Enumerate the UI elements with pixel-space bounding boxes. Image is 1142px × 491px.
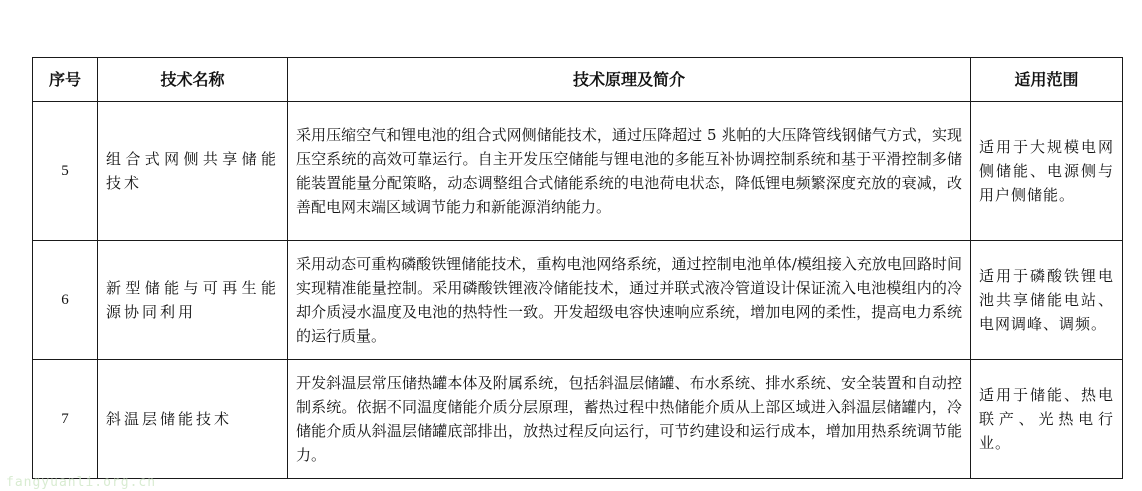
technology-name: 新型储能与可再生能源协同利用: [98, 241, 288, 360]
table-row: [33, 360, 1123, 479]
row-number: 6: [33, 241, 98, 360]
header-name: 技术名称: [98, 58, 288, 102]
technology-principle: 采用压缩空气和锂电池的组合式网侧储能技术，通过压降超过 5 兆帕的大压降管线钢储气方式，实现压空系统的高效可靠运行。自主开发压空储能与锂电池的多能互补协调控制系统和基于平滑控制多储能装置能量分配策略，动态调整组合式储能系统的电池荷电状态，降低锂电频繁深度充放的衰减，改善配电网末端区域调节能力和新能源消纳能力。: [288, 102, 971, 241]
header-no: 序号: [33, 58, 98, 102]
application-scope: 适用于储能、热电联产、光热电行业。: [971, 360, 1123, 479]
table-header-row: [33, 58, 1123, 102]
application-scope: 适用于磷酸铁锂电池共享储能电站、电网调峰、调频。: [971, 241, 1123, 360]
row-number: 5: [33, 102, 98, 241]
table-row: [33, 241, 1123, 360]
application-scope: 适用于大规模电网侧储能、电源侧与用户侧储能。: [971, 102, 1123, 241]
header-scope: 适用范围: [971, 58, 1123, 102]
technology-principle: 采用动态可重构磷酸铁锂储能技术，重构电池网络系统，通过控制电池单体/模组接入充放电回路时间实现精准能量控制。采用磷酸铁锂液冷储能技术，通过并联式液冷管道设计保证流入电池模组内的冷却介质浸水温度及电池的热特性一致。开发超级电容快速响应系统，增加电网的柔性，提高电力系统的运行质量。: [288, 241, 971, 360]
technology-principle: 开发斜温层常压储热罐本体及附属系统，包括斜温层储罐、布水系统、排水系统、安全装置和自动控制系统。依据不同温度储能介质分层原理，蓄热过程中热储能介质从上部区域进入斜温层储罐内，冷储能介质从斜温层储罐底部排出，放热过程反向运行，可节约建设和运行成本，增加用热系统调节能力。: [288, 360, 971, 479]
technology-table: [32, 57, 1123, 479]
technology-name: 组合式网侧共享储能技术: [98, 102, 288, 241]
table-row: [33, 102, 1123, 241]
technology-name: 斜温层储能技术: [98, 360, 288, 479]
watermark: fangyuanli.org.cn: [6, 475, 157, 490]
header-principle: 技术原理及简介: [288, 58, 971, 102]
row-number: 7: [33, 360, 98, 479]
